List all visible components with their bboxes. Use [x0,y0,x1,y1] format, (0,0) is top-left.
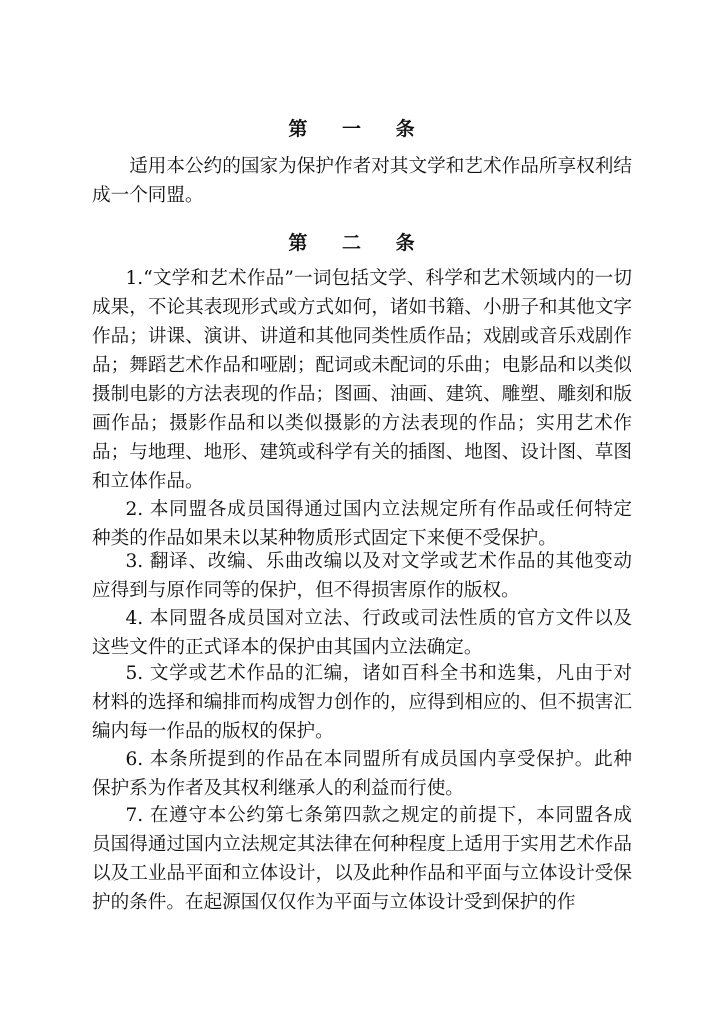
article-2-paragraph-6: 6. 本条所提到的作品在本同盟所有成员国内享受保护。此种保护系为作者及其权利继承人的利益而行使。 [92,749,632,799]
article-2-paragraph-2: 2. 本同盟各成员国得通过国内立法规定所有作品或任何特定种类的作品如果未以某种物质形式固定下来便不受保护。 [92,499,632,549]
article-1-heading: 第 一 条 [288,118,429,140]
article-2-paragraph-4: 4. 本同盟各成员国对立法、行政或司法性质的官方文件以及这些文件的正式译本的保护由其国内立法确定。 [92,608,632,658]
article-2-paragraph-5: 5. 文学或艺术作品的汇编，诸如百科全书和选集，凡由于对材料的选择和编排而构成智力创作的，应得到相应的、但不损害汇编内每一作品的版权的保护。 [92,663,632,742]
article-2-paragraph-7: 7. 在遵守本公约第七条第四款之规定的前提下，本同盟各成员国得通过国内立法规定其法律在何种程度上适用于实用艺术作品以及工业品平面和立体设计，以及此种作品和平面与立体设计受保护的条件。在起源国仅仅作为平面与立体设计受到保护的作 [92,805,632,913]
article-2-heading: 第 二 条 [288,232,429,254]
article-2-paragraph-1: 1.“文学和艺术作品”一词包括文学、科学和艺术领域内的一切成果，不论其表现形式或方式如何，诸如书籍、小册子和其他文字作品；讲课、演讲、讲道和其他同类性质作品；戏剧或音乐戏剧作品；舞蹈艺术作品和哑剧；配词或未配词的乐曲；电影品和以类似摄制电影的方法表现的作品；图画、油画、建筑、雕塑、雕刻和版画作品；摄影作品和以类似摄影的方法表现的作品；实用艺术作品；与地理、地形、建筑或科学有关的插图、地图、设计图、草图和立体作品。 [92,268,632,492]
article-1-paragraph: 适用本公约的国家为保护作者对其文学和艺术作品所享权利结成一个同盟。 [92,156,632,206]
article-2-paragraph-3: 3. 翻译、改编、乐曲改编以及对文学或艺术作品的其他变动应得到与原作同等的保护，但不得损害原作的版权。 [92,551,632,601]
